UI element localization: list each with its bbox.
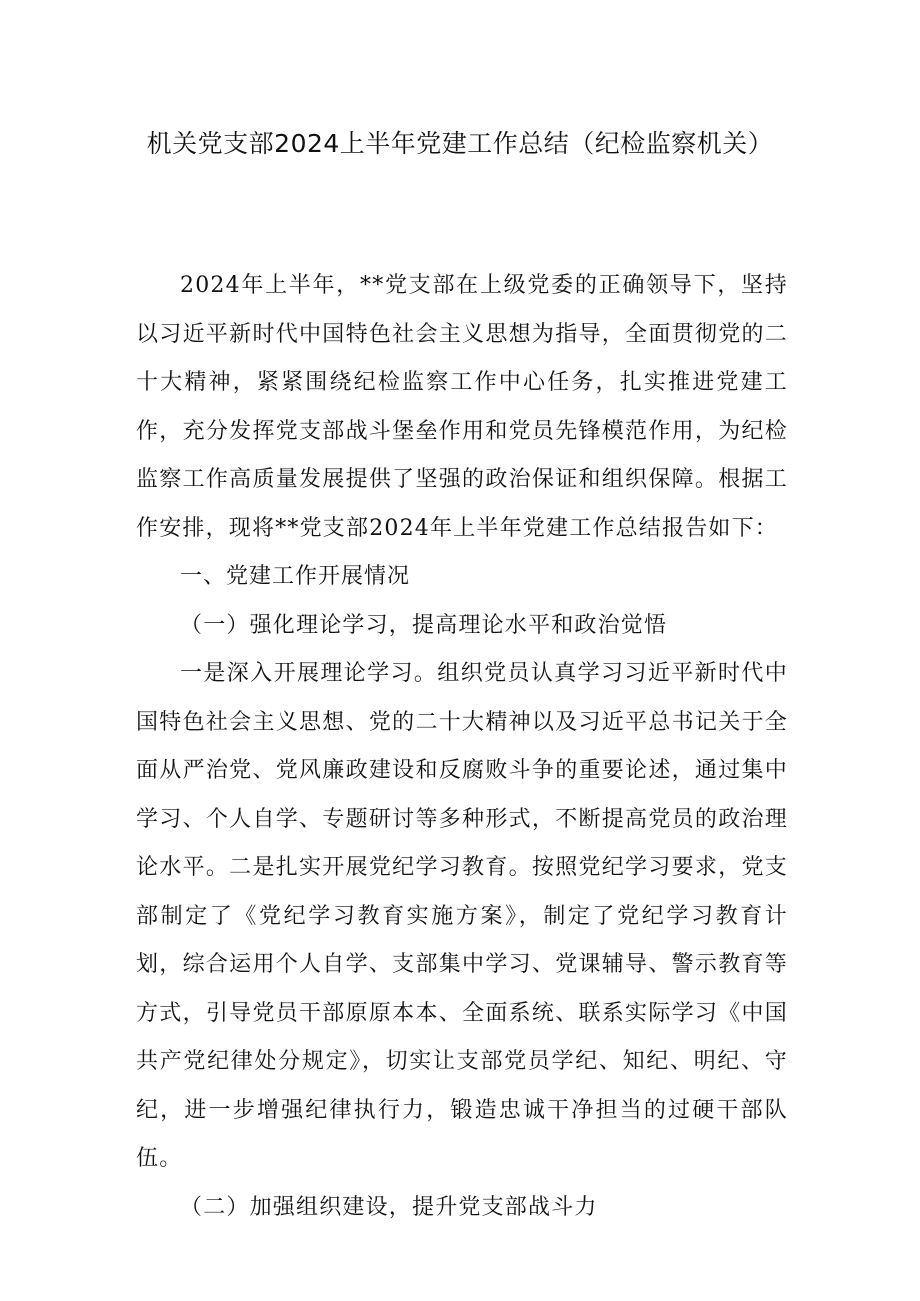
subsection-heading: （一）强化理论学习，提高理论水平和政治觉悟 <box>180 612 668 638</box>
intro-paragraph: 2024年上半年，**党支部在上级党委的正确领导下，坚持以习近平新时代中国特色社会主义思想为指导，全面贯彻党的二十大精神，紧紧围绕纪检监察工作中心任务，扎实推进党建工作，充分发挥党支部战斗堡垒作用和党员先锋模范作用，为纪检监察工作高质量发展提供了坚强的政治保证和组织保障。根据工作安排，现将**党支部2024年上半年党建工作总结报告如下： <box>136 273 788 541</box>
subsection-heading: （二）加强组织建设，提升党支部战斗力 <box>180 1194 598 1220</box>
body-paragraph: 一是深入开展理论学习。组织党员认真学习习近平新时代中国特色社会主义思想、党的二十大精神以及习近平总书记关于全面从严治党、党风廉政建设和反腐败斗争的重要论述，通过集中学习、个人自学、专题研讨等多种形式，不断提高党员的政治理论水平。二是扎实开展党纪学习教育。按照党纪学习要求，党支部制定了《党纪学习教育实施方案》，制定了党纪学习教育计划，综合运用个人自学、支部集中学习、党课辅导、警示教育等方式，引导党员干部原原本本、全面系统、联系实际学习《中国共产党纪律处分规定》，切实让支部党员学纪、知纪、明纪、守纪，进一步增强纪律执行力，锻造忠诚干净担当的过硬干部队伍。 <box>136 661 788 1171</box>
section-heading: 一、党建工作开展情况 <box>180 564 411 589</box>
document-body <box>136 262 788 1232</box>
document-title: 机关党支部2024上半年党建工作总结（纪检监察机关） <box>146 129 774 158</box>
